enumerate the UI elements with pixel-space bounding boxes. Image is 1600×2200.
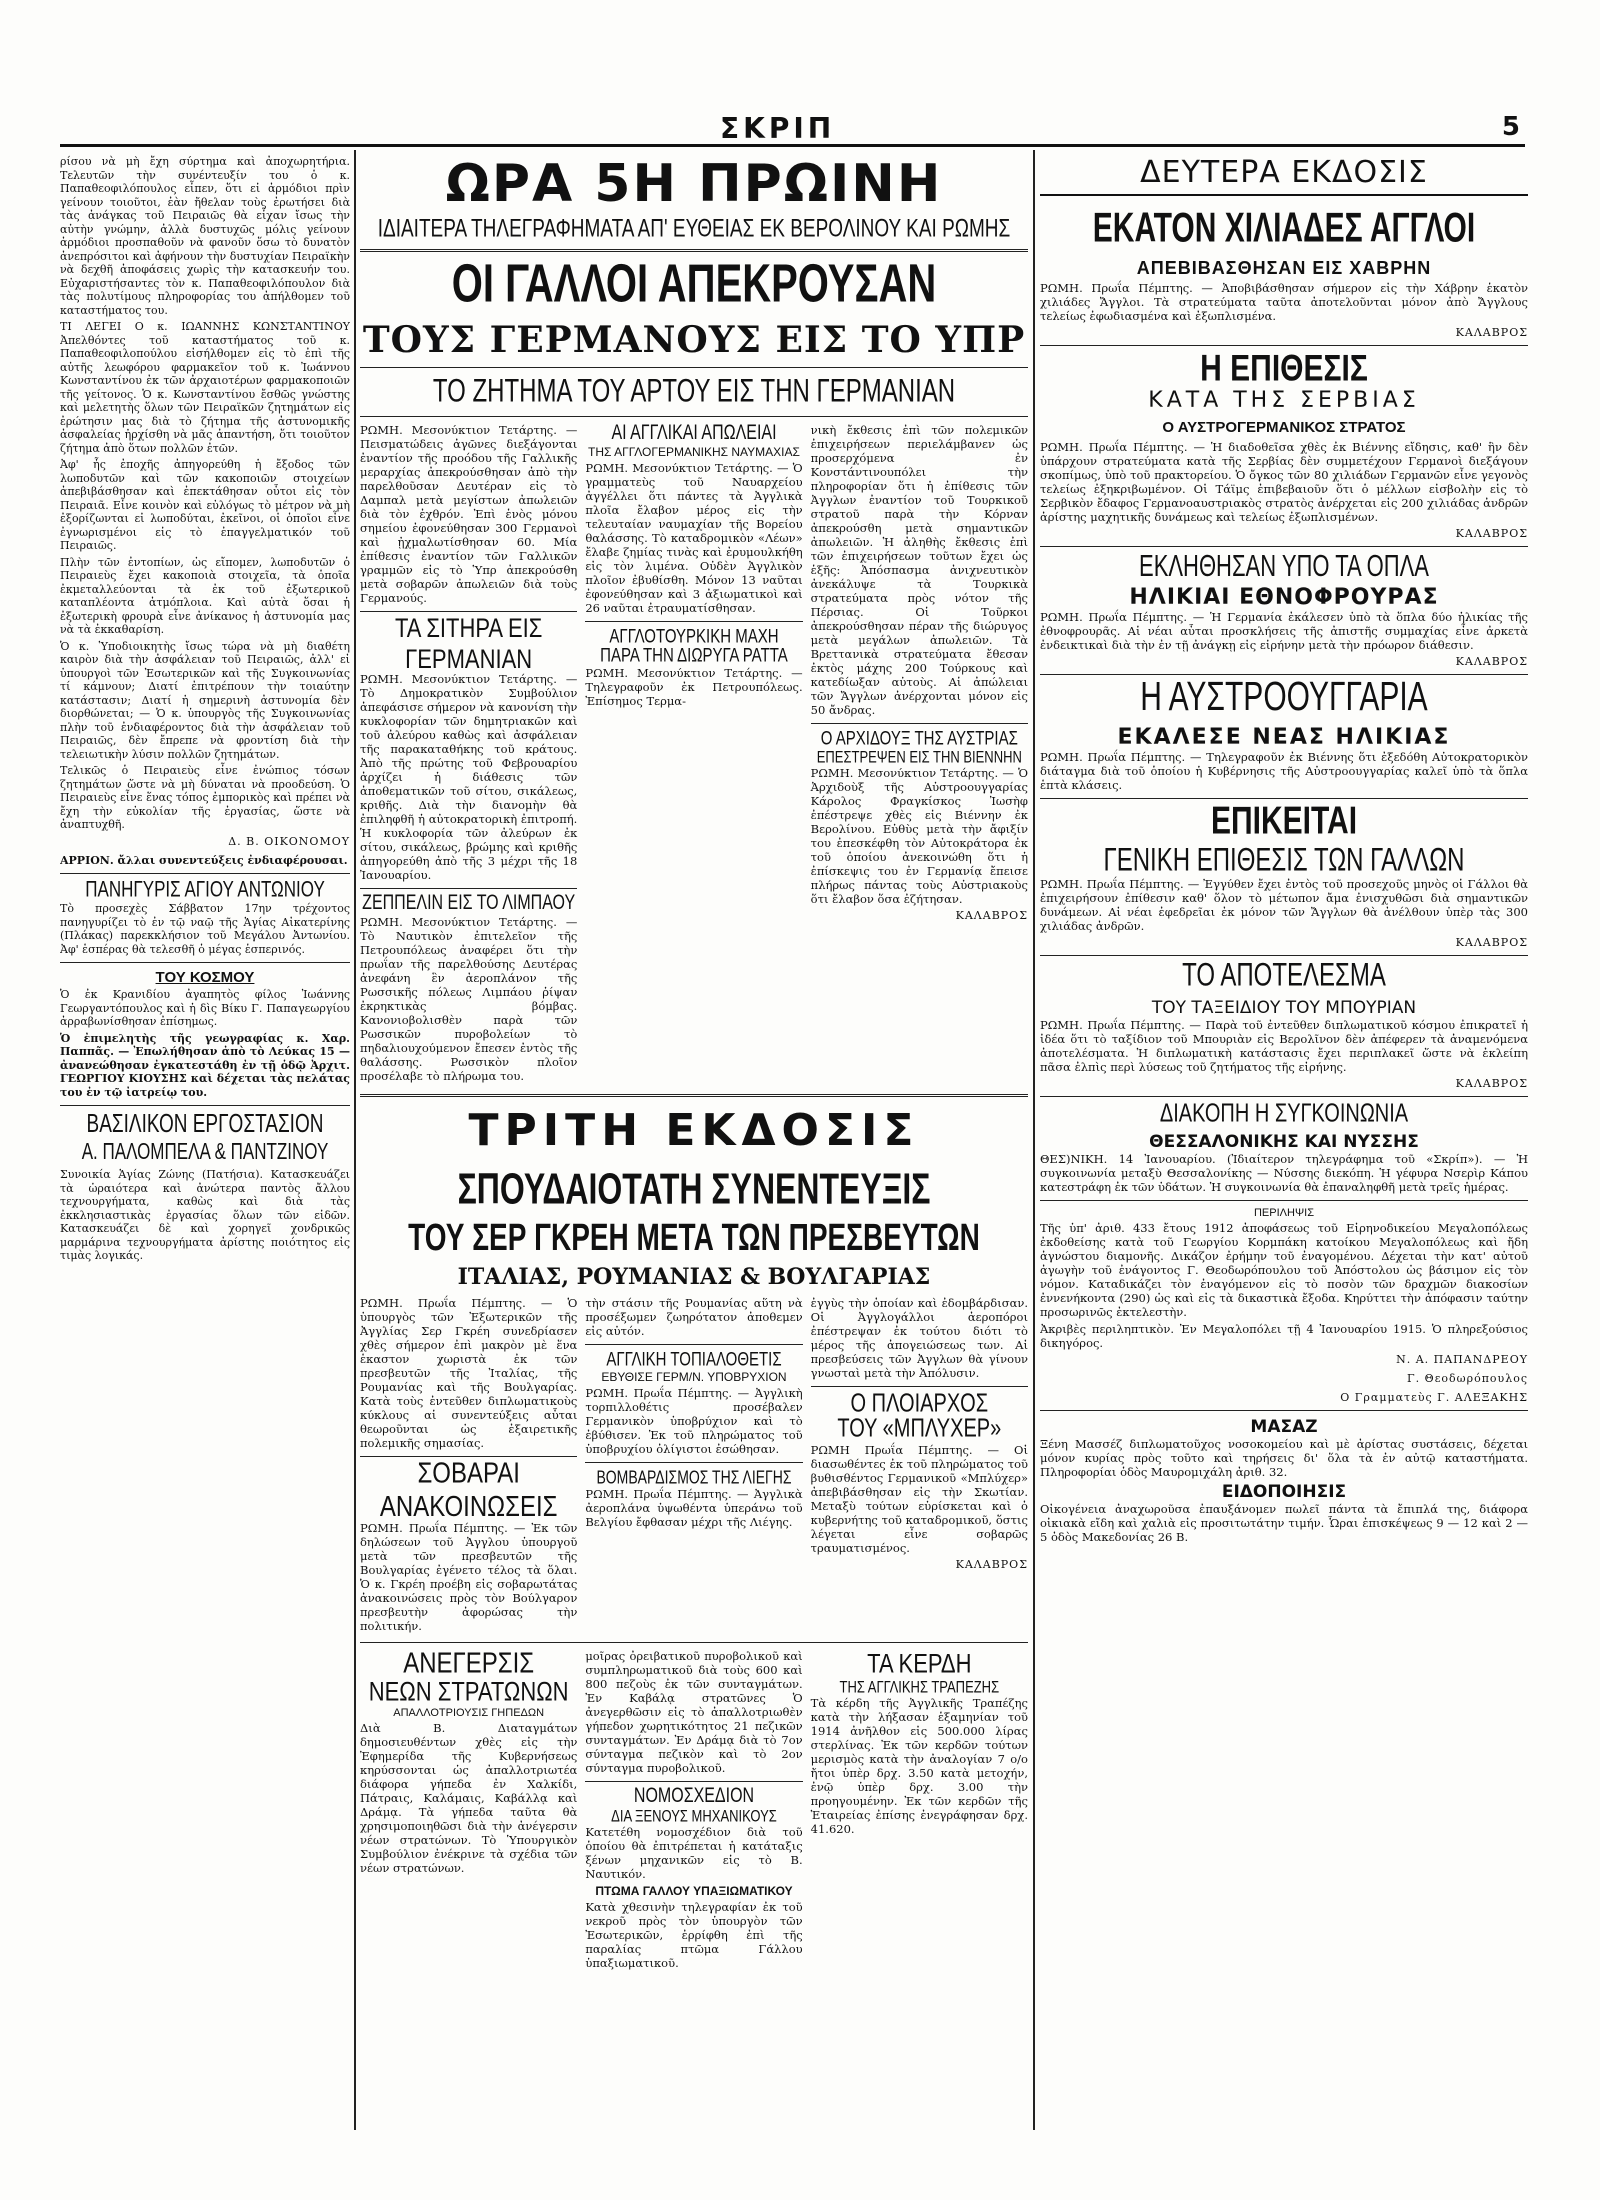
masthead-title: ΣΚΡΙΠ xyxy=(720,112,836,145)
article-text: Συνοικία Ἁγίας Ζώνης (Πατήσια). Κατασκευάζει τὰ ὡραιότερα καὶ ἀνώτερα παντὸς ἄλλου τεχνουργήματα, καθὼς καὶ διὰ τὰς ἐκκλησιαστικὰς ἐργασίας ὅλων τῶν εἰδῶν. Κατασκευάζει δὲ καὶ χορηγεῖ χονδρικῶς μαρμάρινα τεχνουργήματα ἀρίστης ποιότητος εἰς τιμὰς λογικάς. xyxy=(60,1168,350,1262)
article-text: ΡΩΜΗ. Πρωΐα Πέμπτης. — Ἡ διαδοθεῖσα χθὲς ἐκ Βιέννης εἴδησις, καθ' ἣν δὲν ὑπάρχουν στρατεύματα κατὰ τῆς Σερβίας δὲν συμμετέχουν Γερμανοὶ διεξάγουν σκοπίμως, ὑπὸ τοῦ πρακτορείου. Ὁ ὄγκος τῶν 80 χιλιάδων Γερμανῶν εἶνε γεγονὸς τελείως ἐξηκριβωμένον. Οἱ Τάϊμς ἐπιβεβαιοῦν ὅτι ὁ μέλλων εἰσβολὴν εἰς τὸ Σερβικὸν ἔδαφος Γερμανοαυστριακὸς στρατὸς ἀνέρχεται εἰς 200 χιλιάδας ἀνδρῶν ἀρίστης μαχητικῆς δυνάμεως καὶ τελείως ἐξωπλισμένων. xyxy=(1040,440,1528,524)
headline-vomv: ΒΟΜΒΑΡΔΙΣΜΟΣ ΤΗΣ ΛΙΕΓΗΣ xyxy=(596,1466,792,1488)
headline-kata-servias: ΚΑΤΑ ΤΗΣ ΣΕΡΒΙΑΣ xyxy=(1148,388,1420,413)
headline-spoud: ΣΠΟΥΔΑΙΟΤΑΤΗ ΣΥΝΕΝΤΕΥΞΙΣ xyxy=(457,1164,931,1214)
byline: Ο Γραμματεὺς Γ. ΑΛΕΞΑΚΗΣ xyxy=(1340,1391,1528,1404)
divider xyxy=(360,1094,1028,1097)
headline-apevivasthesan: ΑΠΕΒΙΒΑΣΘΗΣΑΝ ΕΙΣ ΧΑΒΡΗΝ xyxy=(1136,258,1432,278)
byline: Ν. Α. ΠΑΠΑΝΔΡΕΟΥ xyxy=(1396,1353,1528,1366)
article-text: ΡΩΜΗ. Πρωΐα Πέμπτης. — Τηλεγραφοῦν ἐκ Βιέννης ὅτι ἐξεδόθη Αὐτοκρατορικὸν διάταγμα διὰ τοῦ ὁποίου ἡ Κυβέρνησις τῆς Αὐστροουγγαρίας καλεῖ ὑπὸ τὰ ὅπλα ἑπτὰ κλάσεις. xyxy=(1040,750,1528,792)
article-text: ΡΩΜΗ. Μεσονύκτιον Τετάρτης. — Τηλεγραφοῦν ἐκ Πετρουπόλεως. Ἐπίσημος Τερμα- xyxy=(585,666,803,708)
divider xyxy=(60,962,350,963)
news-column xyxy=(360,423,577,1086)
banner-triti: ΤΡΙΤΗ ΕΚΔΟΣΙΣ xyxy=(468,1105,920,1156)
headline-ekaton: ΕΚΑΤΟΝ ΧΙΛΙΑΔΕΣ ΑΓΓΛΟΙ xyxy=(1092,205,1476,252)
article-text: Ξένη Μασσέζ διπλωματοῦχος νοσοκομείου καὶ μὲ ἀρίστας συστάσεις, δέχεται μόνον κυρίας πρὸς τοῦτο καὶ τηρήσεις δι' ὅλα τὰ ἐν αὐτῷ καταστήματα. Πληροφορίαι ὁδὸς Μαυρομιχάλη ἀριθ. 32. xyxy=(1040,1437,1528,1479)
article-text: ΡΩΜΗ. Πρωΐα Πέμπτης. — Ἀγγλικὰ ἀεροπλάνα ὑψωθέντα ὑπεράνω τοῦ Βελγίου ἔφθασαν μέχρι τῆς Λιέγης. xyxy=(585,1487,803,1529)
headline-nomosx: ΝΟΜΟΣΧΕΔΙΟΝ xyxy=(633,1785,755,1808)
byline: Δ. Β. ΟΙΚΟΝΟΜΟΥ xyxy=(228,834,350,848)
divider xyxy=(585,621,802,622)
news-column xyxy=(360,1296,577,1636)
headline-epithesis: Η ΕΠΙΘΕΣΙΣ xyxy=(1200,347,1368,389)
article-text: νικὴ ἔκθεσις ἐπὶ τῶν πολεμικῶν ἐπιχειρήσεων περιελάμβανεν ὡς προσερχόμενα ἐν Κονστάντινουπόλει τὴν πληροφορίαν ὅτι ἡ ἐπίθεσις τῶν Ἀγγλων ἐναντίον τοῦ Τουρκικοῦ στρατοῦ παρὰ τὴν Κόρναν ἀπεκρούσθη μετὰ σημαντικῶν ἀπωλειῶν. Ἡ ἀληθὴς ἔκθεσις ἐπὶ τῶν ἐπιχειρήσεων τοῦτων ἔχει ὡς ἑξῆς: Ἀπόσπασμα ἀνιχνευτικὸν ἀνεκάλυψε τὰ Τουρκικὰ στρατεύματα πρὸς νότον τῆς Πέρσιας. Οἱ Τοῦρκοι ἀπεκρούσθησαν πέραν τῆς διώρυγος μετὰ μεγάλων ἀπωλειῶν. Τὰ Βρεττανικὰ στρατεύματα ἔθεσαν ἐκτὸς μάχης 200 Τούρκους καὶ κατεδίωξαν αὐτοὺς. Αἱ ἀπώλειαι τῶν Ἄγγλων ἀνέρχονται μόνον εἰς 50 ἄνδρας. xyxy=(810,423,1028,717)
article-text: ΤΙ ΛΕΓΕΙ Ο κ. ΙΩΑΝΝΗΣ ΚΩΝΣΤΑΝΤΙΝΟΥ Ἀπελθόντες τοῦ καταστήματος τοῦ κ. Παπαθεοφιλοπούλου εἰσήλθομεν εἰς τὸ ἐπὶ τῆς αὐτῆς λεωφόρου φαρμακεῖον τοῦ κ. Ἰωάννου Κωνσταντίνου ἐκ τῶν ἀρχαιοτέρων φαρμακοποιῶν τῆς γείτονος. Ὁ κ. Κωνσταντίνου ἔσθῶς γνώστης καὶ μελετητὴς ὅλων τῶν Πειραϊκῶν ζητημάτων εἰς ἐρώτησιν μας διὰ τὸ ζήτημα τῆς ἀστυνομικῆς ἀσφαλείας ἠρχίσθη νὰ μᾶς ἀπαντήση, ὅτι τοιοῦτον ζήτημα ἀπὸ ὅτων πολλῶν ἐτῶν. xyxy=(60,320,350,455)
headline-neon: ΝΕΩΝ ΣΤΡΑΤΩΝΩΝ xyxy=(368,1676,569,1707)
headline-arxidoux: Ο ΑΡΧΙΔΟΥΞ ΤΗΣ ΑΥΣΤΡΙΑΣ xyxy=(820,727,1018,750)
divider xyxy=(585,1781,802,1782)
headline-epikeitai: ΕΠΙΚΕΙΤΑΙ xyxy=(1210,799,1358,843)
news-column xyxy=(585,1296,802,1636)
notice: ΑΡΡΙΟΝ. ἄλλαι συνεντεύξεις ἐνδιαφέρουσαι. xyxy=(60,853,348,867)
article-text: ΡΩΜΗ. Πρωΐα Πέμπτης. — Ἀποβιβάσθησαν σήμερον εἰς τὴν Χάβρην ἑκατὸν χιλιάδες Ἄγγλοι. Τὰ στρατεύματα ταῦτα ἀποτελοῦνται μόνον ἀπὸ Ἄγγλους τελείως ἐφωδιασμένα καὶ ἐξωπλισμένα. xyxy=(1040,281,1528,323)
divider xyxy=(360,367,1028,368)
divider xyxy=(360,1642,1028,1643)
divider xyxy=(1040,345,1528,346)
divider xyxy=(585,1462,802,1463)
headline-apal: ΑΠΑΛΛΟΤΡΙΟΥΣΙΣ ΓΗΠΕΔΩΝ xyxy=(393,1707,545,1719)
headline-apoleiai-sub: ΤΗΣ ΑΓΓΛΟΓΕΡΜΑΝΙΚΗΣ ΝΑΥΜΑΧΙΑΣ xyxy=(588,445,800,459)
headline-zeppelin: ΖΕΠΠΕΛΙΝ ΕΙΣ ΤΟ ΛΙΜΠΑΟΥ xyxy=(362,892,576,915)
headline-anglotourk: ΑΓΓΛΟΤΟΥΡΚΙΚΗ ΜΑΧΗ xyxy=(609,625,779,648)
byline: ΚΑΛΑΒΡΟΣ xyxy=(955,909,1028,922)
article-text: ΡΩΜΗ. Μεσονύκτιον Τετάρτης. — Τὸ Δημοκρατικὸν Συμβούλιον ἀπεφάσισε σήμερον νὰ κανονίση τὴν κυκλοφορίαν τῶν δημητριακῶν καὶ τοῦ ἀλεύρου καθὼς καὶ ἀσφάλειαν τῆς παρακαταθήκης τοῦ κράτους. Ἀπὸ τῆς πρώτης τοῦ Φεβρουαρίου ἀρχίζει ἡ διάθεσις τῶν ἀποθεματικῶν τοῦ σίτου, σικάλεως, κριθῆς. Διὰ τὴν διανομὴν θὰ ἐπιληφθῆ ἡ αὐτοκρατορικὴ ἐπιτροπή. Ἡ κυκλοφορία τῶν ἀλεύρων ἐκ σίτου, σικάλεως, βρώμης καὶ κριθῆς ἀπηγορεύθη ἀπὸ τῆς 3 μέχρι τῆς 18 Ἰανουαρίου. xyxy=(360,672,578,882)
article-text: τὴν στάσιν τῆς Ρουμανίας αὕτη νὰ προσέξωμεν ζωηρότατον ἀποθεμεν εἰς αὐτόν. xyxy=(585,1296,803,1338)
byline: Γ. Θεοδωρόπουλος xyxy=(1407,1372,1528,1385)
article-text: Διὰ Β. Διαταγμάτων δημοσιευθέντων χθὲς εἰς τὴν Ἐφημερίδα τῆς Κυβερνήσεως κηρύσσονται ὡς ἀπαλλοτριωτέα διάφορα γήπεδα ἐν Χαλκίδι, Πάτραις, Καλάμαις, Καβάλλᾳ καὶ Δράμᾳ. Τὰ γήπεδα ταῦτα θὰ χρησιμοποιηθῶσι διὰ τὴν ἀνέγερσιν νέων στρατώνων. Τὸ Ὑπουργικὸν Συμβούλιον ἐνέκρινε τὰ σχέδια τῶν νέων στρατώνων. xyxy=(360,1721,578,1875)
divider xyxy=(1040,955,1528,956)
article-text: Ὁ κ. Ὑποδιοικητὴς ἴσως τώρα νὰ μὴ διαθέτη καιρὸν διὰ τὴν ἀσφάλειαν τοῦ Πειραιῶς, ἀλλ' εἰ ὑπουργοὶ τῶν Ἐσωτερικῶν καὶ τῆς Συγκοινωνίας τί κάμνουν; Διατί ἐπιτρέπουν τὴν τοιαύτην κατάστασιν; Διατί ἡ σημερινὴ ἀστυνομία δὲν διορθώνεται; — Ὁ κ. ὑπουργὸς τῆς Συγκοινωνίας πλὴν τοῦ ἐνδιαφέροντος διὰ τὴν ἀσφάλειαν τοῦ Πειραιῶς, δὲν ἔπρεπε νὰ φροντίση διὰ τὴν τελειωτικὴν λύσιν πολλῶν ζητημάτων. xyxy=(60,639,350,761)
divider xyxy=(60,1105,350,1106)
headline-kerdi-sub: ΤΗΣ ΑΓΓΛΙΚΗΣ ΤΡΑΠΕΖΗΣ xyxy=(839,1676,1000,1697)
news-column xyxy=(360,1649,577,1973)
headline-ilikiai: ΗΛΙΚΙΑΙ ΕΘΝΟΦΡΟΥΡΑΣ xyxy=(1129,585,1439,610)
article-text: ΡΩΜΗ. Μεσονύκτιον Τετάρτης. — Ὁ γραμματεὺς τοῦ Ναυαρχείου ἀγγέλλει ὅτι πάντες τὰ Ἀγγλικὰ πλοῖα ἔλαβον μέρος εἰς τὴν τελευταίαν ναυμαχίαν τῆς Βορείου θαλάσσης. Τὸ καταδρομικὸν «Λέων» ἔλαβε ζημίας τινὰς καὶ ἐρυμουλκήθη εἰς τὸν λιμένα. Οὐδὲν Ἀγγλικὸν πλοῖον ἐβυθίσθη. Μόνον 13 ναῦται ἐφονεύθησαν καὶ 3 ἀξιωματικοὶ καὶ 26 ναῦται ἐτραυματίσθησαν. xyxy=(585,461,803,615)
headline-kosmos: ΤΟΥ ΚΟΣΜΟΥ xyxy=(155,969,255,986)
headline-diakopi: ΔΙΑΚΟΠΗ Η ΣΥΓΚΟΙΝΩΝΙΑ xyxy=(1159,1099,1409,1129)
article-text: ΡΩΜΗ. Μεσονύκτιον Τετάρτης. — Πεισματώδεις ἀγῶνες διεξάγονται ἐναντίον τῆς προόδου τῆς Γαλλικῆς μεραρχίας ἀπεκρούσθησαν ἀπὸ τὴν παρελθοῦσαν Δευτέραν εἰς τὸ Δαμπαλ μετὰ μεγίστων ἀπωλειῶν διὰ τὸν ἐχθρόν. Ἐπὶ ἑνὸς μόνου σημείου ἐφονεύθησαν 300 Γερμανοὶ καὶ ᾐχμαλωτίσθησαν 60. Μία ἐπίθεσις ἐναντίον τῶν Γαλλικῶν γραμμῶν εἰς τὸ Ὑπρ ἀπεκρούσθη μετὰ σοβαρῶν ἀπωλειῶν διὰ τοὺς Γερμανούς. xyxy=(360,423,578,605)
article-text: ΡΩΜΗ. Μεσονύκτιον Τετάρτης. — Ὁ Ἀρχιδοὺξ τῆς Αὐστροουγγαρίας Κάρολος Φραγκίσκος Ἰωσὴφ ἐπέστρεψε χθὲς εἰς Βιέννην ἐκ Βερολίνου. Εὐθὺς μετὰ τὴν ἄφιξίν του ἐπεσκέφθη τὸν Αὐτοκράτορα ἐκ τοῦ ὁποίου ἀνεκοινώθη ὅτι ἡ ἐπίσκεψις του ἐν Γερμανίᾳ ἔπεισε πλήρως πάντας τοὺς Αὐστριακοὺς ὅτι ἔλαβον ὅσα ἐζήτησαν. xyxy=(810,766,1028,906)
divider xyxy=(360,249,1028,252)
divider xyxy=(360,416,1028,417)
column-divider xyxy=(354,150,356,2130)
headline-galloi-sub: ΤΟΥΣ ΓΕΡΜΑΝΟΥΣ ΕΙΣ ΤΟ ΥΠΡ xyxy=(362,319,1026,361)
byline: ΚΑΛΑΒΡΟΣ xyxy=(1455,1077,1528,1090)
article-text: ΘΕΣ)ΝΙΚΗ. 14 Ἰανουαρίου. (Ἰδιαίτερον τηλεγράφημα τοῦ «Σκρίπ»). — Ἡ συγκοινωνία μεταξὺ Θεσσαλονίκης — Νύσσης διεκόπη. Ἡ γέφυρα Νσερὶρ Κάπου κατεστράφη ἐκ τῶν ὑδάτων. Ἡ συγκοινωνία θὰ ἐπαναληφθῆ μετὰ τρεῖς ἡμέρας. xyxy=(1040,1152,1528,1194)
column-divider xyxy=(1033,150,1035,2130)
article-text: ΡΩΜΗ. Πρωΐα Πέμπτης. — Ἡ Γερμανία ἐκάλεσεν ὑπὸ τὰ ὅπλα δύο ἡλικίας τῆς ἐθνοφρουρᾶς. Αἱ νέαι αὗται προσκλήσεις τῆς ἀπιστῆς συμμαχίας εἶνε ἀρκετὰ ἐνδεικτικαὶ διὰ τὴν ἐν τῇ ἀνάγκῃ εἰς εἰρήνην μετὰ τὴν πρόωρον διάθεσιν. xyxy=(1040,610,1528,652)
divider xyxy=(811,1386,1028,1387)
article-text: ΡΩΜΗ. Πρωΐα Πέμπτης. — Ὁ ὑπουργὸς τῶν Ἐξωτερικῶν τῆς Ἀγγλίας Σερ Γκρέη συνεδρίασεν χθὲς σήμερον ἐπὶ μακρὸν μὲ ἕνα ἑκαστον χωριστὰ ἐκ τῶν πρεσβευτῶν τῆς Ἰταλίας, τῆς Ρουμανίας καὶ τῆς Βουλγαρίας. Κατὰ τοὺς ἐντεῦθεν διπλωματικοὺς κύκλους αἱ συνεντεύξεις αὗται θεωροῦνται ὡς ἐξαιρετικῆς πολεμικῆς σημασίας. xyxy=(360,1296,578,1450)
news-column xyxy=(585,1649,802,1973)
divider xyxy=(811,723,1028,724)
headline-nomosx-sub: ΔΙΑ ΞΕΝΟΥΣ ΜΗΧΑΝΙΚΟΥΣ xyxy=(611,1805,777,1826)
banner-deutera: ΔΕΥΤΕΡΑ ΕΚΔΟΣΙΣ xyxy=(1040,155,1528,196)
article-text: Τὰ κέρδη τῆς Ἀγγλικῆς Τραπέζης κατὰ τὴν λήξασαν ἑξαμηνίαν τοῦ 1914 ἀνῆλθον εἰς 500.000 λίρας στερλίνας. Ἐκ τῶν κερδῶν τούτων μερισμὸς κατὰ τὴν ἀναλογίαν 7 ο/ο ἤτοι ὑπὲρ δρχ. 3.50 κατὰ μετοχήν, ἐνῷ ὑπὲρ δρχ. 3.00 τὴν προηγουμένην. Ἐκ τῶν κερδῶν τῆς Ἑταιρείας ἐπίσης ἐνεγράφησαν δρχ. 41.620. xyxy=(810,1696,1028,1836)
headline-masaz: ΜΑΣΑΖ xyxy=(1250,1417,1318,1437)
article-text: ΡΩΜΗ. Πρωΐα Πέμπτης. — Ἀγγλικὴ τορπιλλοθέτις προσέβαλεν Γερμανικὸν ὑποβρύχιον καὶ τὸ ἐβύθισεν. Ἐκ τοῦ πληρώματος τοῦ ὑποβρυχίου ὀλίγιστοι ἐσώθησαν. xyxy=(585,1386,803,1456)
headline-ploiarxos-sub: ΤΟΥ «ΜΠΛΥΧΕΡ» xyxy=(837,1414,1002,1444)
byline: ΚΑΛΑΒΡΟΣ xyxy=(1455,326,1528,339)
headline-thess: ΘΕΣΣΑΛΟΝΙΚΗΣ ΚΑΙ ΝΥΣΣΗΣ xyxy=(1149,1132,1419,1152)
byline: ΚΑΛΑΒΡΟΣ xyxy=(1455,655,1528,668)
byline: ΚΑΛΑΒΡΟΣ xyxy=(1455,936,1528,949)
headline-apotelesma: ΤΟ ΑΠΟΤΕΛΕΣΜΑ xyxy=(1182,957,1386,994)
news-column xyxy=(811,1649,1028,1973)
divider xyxy=(1040,1096,1528,1097)
headline-ser: ΤΟΥ ΣΕΡ ΓΚΡΕΗ ΜΕΤΑ ΤΩΝ ΠΡΕΣΒΕΥΤΩΝ xyxy=(408,1216,980,1259)
article-text: Κατετέθη νομοσχέδιον διὰ τοῦ ὁποίου θὰ ἐπιτρέπεται ἡ κατάταξις ξένων μηχανικῶν εἰς τὸ Β. Ναυτικόν. xyxy=(585,1825,803,1881)
divider xyxy=(1040,1200,1528,1201)
headline-ploiarxos: Ο ΠΛΟΙΑΡΧΟΣ xyxy=(850,1389,989,1419)
article-text: Τὸ προσεχὲς Σάββατον 17ην τρέχοντος πανηγυρίζει τὸ ἐν τῷ ναῷ τῆς Ἁγίας Αἰκατερίνης (Πλάκας) παρεκκλήσιον τοῦ Μεγάλου Ἀντωνίου. Ἀφ' ἑσπέρας θὰ τελεσθῆ ὁ μέγας ἑσπερινός. xyxy=(60,902,350,956)
headline-geniki: ΓΕΝΙΚΗ ΕΠΙΘΕΣΙΣ ΤΩΝ ΓΑΛΛΩΝ xyxy=(1103,842,1465,879)
article-text: Ὁ ἐπιμελητὴς τῆς γεωγραφίας κ. Χαρ. Παππᾶς. — Ἐπωλήθησαν ἀπὸ τὸ Λεύκας 15 — ἀνανεώθησαν ἐγκατεστάθη ἐν τῇ ὁδῷ Ἀρχιτ. ΓΕΩΡΓΙΟΥ ΚΙΟΥΣΗΣ καὶ δέχεται τὰς πελάτας του ἐν τῷ ἰατρείῳ του. xyxy=(60,1031,350,1099)
article-text: ΡΩΜΗ. Μεσονύκτιον Τετάρτης. — Τὸ Ναυτικὸν ἐπιτελεῖον τῆς Πετρουπόλεως ἀναφέρει ὅτι τὴν πρωΐαν τῆς παρελθούσης Δευτέρας ἀνεφάνη ἓν ἀεροπλάνον τῆς Ρωσσικῆς πόλεως Λιμπάου ῥίψαν ἐκρηκτικὰς βόμβας. Κανονιοβολισθὲν παρὰ τῶν Ρωσσικῶν πυροβολείων τὸ πηδαλιουχούμενον ἔπεσεν ἐντὸς τῆς θαλάσσης. Ρωσσικὸν πλοῖον προσέλαβε τὸ πλήρωμα του. xyxy=(360,915,578,1083)
headline-vasilikon: ΒΑΣΙΛΙΚΟΝ ΕΡΓΟΣΤΑΣΙΟΝ xyxy=(86,1110,324,1139)
news-grid-bottom xyxy=(360,1649,1028,1973)
banner-hora: ΩΡΑ 5Η ΠΡΩΙΝΗ xyxy=(445,155,943,214)
article-text: ΡΩΜΗ Πρωΐα Πέμπτης. — Οἱ διασωθέντες ἐκ τοῦ πληρώματος τοῦ βυθισθέντος Γερμανικοῦ «Μπλύχερ» ἀπεβιβάσθησαν εἰς τὴν Σκωτίαν. Μεταξὺ τούτων εὑρίσκεται καὶ ὁ κυβερνήτης τοῦ καταδρομικοῦ, ὅστις λέγεται εἶνε σοβαρῶς τραυματισμένος. xyxy=(810,1443,1028,1555)
headline-kerdi: ΤΑ ΚΕΡΔΗ xyxy=(867,1648,972,1679)
article-text: ρίσου νὰ μὴ ἔχη σύρτημα καὶ ἀποχωρητήρια. Τελευτῶν τὴν συνέντευξίν του ὁ κ. Παπαθεοφιλόπουλος εἶπεν, ὅτι εἰ ἀρμόδιοι πρὶν γείνουν τοιοῦτοι, ἐὰν ἤθελαν τοὺς ἐρωτήσει διὰ τὰς ἀνάγκας τοῦ Πειραιῶς θὰ εἶχαν ἴσως τὴν αὐτὴν γνώμην, ἀλλὰ δυστυχῶς μόλις γείνουν ἀρμόδιοι προσπαθοῦν νὰ φανοῦν ὅσω τὸ δυνατὸν ἀνεπρόσιτοι καὶ ἀφήνουν τὴν δυστυχίαν Πειραϊκὴν νὰ δεχθῆ ἀποφάσεις χωρὶς τὴν κατασκευήν του. Εὐχαριστήσαντες τὸν κ. Παπαθεοφιλόπουλον διὰ τὰς πολυτίμους πληροφορίας του ἀπήλθομεν τοῦ καταστήματος του. xyxy=(60,155,350,317)
headline-ekalese: ΕΚΑΛΕΣΕ ΝΕΑΣ ΗΛΙΚΙΑΣ xyxy=(1117,725,1451,750)
article-text: ΡΩΜΗ. Πρωΐα Πέμπτης. — Παρὰ τοῦ ἐντεῦθεν διπλωματικοῦ κόσμου ἐπικρατεῖ ἡ ἰδέα ὅτι τὸ ταξίδιον τοῦ Μπουριὰν εἰς Βερολῖνον δὲν ἀπέφερεν τὰ ἀναμενόμενα ἀποτελέσματα. Ἡ διπλωματικὴ κατάστασις ἔχει περιπλακεῖ ὥστε νὰ ἐκλείπη πᾶσα ἐλπὶς περὶ λύσεως τοῦ ζητήματος τῆς εἰρήνης. xyxy=(1040,1018,1528,1074)
news-column xyxy=(811,423,1028,1086)
article-text: Ὁ ἐκ Κρανιδίου ἀγαπητὸς φίλος Ἰωάννης Γεωργαντόπουλος καὶ ἡ δὶς Βίκυ Γ. Παπαγεωργίου ἀρραβωνίσθησαν ἐπίσημως. xyxy=(60,988,350,1028)
headline-sovarai: ΣΟΒΑΡΑΙ ΑΝΑΚΟΙΝΩΣΕΙΣ xyxy=(379,1457,558,1524)
headline-vasilikon-sub: Α. ΠΑΛΟΜΠΕΛΑ & ΠΑΝΤΖΙΝΟΥ xyxy=(81,1138,329,1165)
article-text: Ἀκριβὲς περιληπτικὸν. Ἐν Μεγαλοπόλει τῇ 4 Ἰανουαρίου 1915. Ὁ πληρεξούσιος δικηγόρος. xyxy=(1040,1322,1528,1350)
divider xyxy=(1040,798,1528,799)
article-text: Πλὴν τῶν ἐντοπίων, ὡς εἴπομεν, λωποδυτῶν ὁ Πειραιεὺς ἔχει κακοποιὰ στοιχεῖα, τὰ ὁποῖα ἐκμεταλλεύονται τὰ ἐκ τοῦ ἐξωτερικοῦ καταπλέοντα ἀτμόπλοια. Καὶ αὐτὰ ὅσαι ἡ ἐξωτερικὴ φρουρὰ εἶνε ἀνίκανος ἡ ἀστυνομία μας νὰ τὰ ἐκκαθαρίση. xyxy=(60,555,350,636)
divider xyxy=(360,888,577,889)
page-number: 5 xyxy=(1501,112,1520,142)
headline-ital: ΙΤΑΛΙΑΣ, ΡΟΥΜΑΝΙΑΣ & ΒΟΥΛΓΑΡΙΑΣ xyxy=(457,1264,931,1290)
subbanner-hora: ΙΔΙΑΙΤΕΡΑ ΤΗΛΕΓΡΑΦΗΜΑΤΑ ΑΠ' ΕΥΘΕΙΑΣ ΕΚ ΒΕΡΟΛΙΝΟΥ ΚΑΙ ΡΩΜΗΣ xyxy=(377,215,1011,243)
news-grid-lower xyxy=(360,1296,1028,1636)
divider xyxy=(60,873,350,874)
right-column xyxy=(1040,155,1528,2130)
center-column xyxy=(360,155,1028,2130)
headline-eklithisan: ΕΚΛΗΘΗΣΑΝ ΥΠΟ ΤΑ ΟΠΛΑ xyxy=(1139,547,1429,583)
headline-artos: ΤΟ ΖΗΤΗΜΑ ΤΟΥ ΑΡΤΟΥ ΕΙΣ ΤΗΝ ΓΕΡΜΑΝΙΑΝ xyxy=(432,373,956,410)
headline-ptoma: ΠΤΩΜΑ ΓΑΛΛΟΥ ΥΠΑΞΙΩΜΑΤΙΚΟΥ xyxy=(595,1884,793,1898)
article-text: ΡΩΜΗ. Πρωΐα Πέμπτης. — Ἐκ τῶν δηλώσεων τοῦ Ἀγγλου ὑπουργοῦ μετὰ τῶν πρεσβευτῶν τῆς Βουλγαρίας ἐγένετο τέλος τὰ ὅλαι. Ὁ κ. Γκρέη προέβη εἰς σοβαρωτάτας ἀνακοινώσεις πρὸς τὸν Βούλγαρον πρεσβευτὴν ἀφορώσας τὴν πολιτικήν. xyxy=(360,1521,578,1633)
headline-galloi: ΟΙ ΓΑΛΛΟΙ ΑΠΕΚΡΟΥΣΑΝ xyxy=(451,254,937,314)
news-column xyxy=(585,423,802,1086)
article-text: Τελικῶς ὁ Πειραιεὺς εἶνε ἐνώπιος τόσων ζητημάτων ὥστε νὰ μὴ δύναται νὰ προοδεύση. Ὁ Πειραιεὺς εἶνε ἕνας τόπος ἐμπορικὸς καὶ πρέπει νὰ ἔχη τὴν εὐκολίαν τῆς ἐργασίας, ὥστε νὰ ἀναπτυχθῆ. xyxy=(60,764,350,831)
article-text: Τῆς ὑπ' ἀριθ. 433 ἔτους 1912 ἀποφάσεως τοῦ Εἰρηνοδικείου Μεγαλοπόλεως ἐκδοθείσης κατὰ τοῦ Γεωργίου Κορμπάκη κατοίκου Μεγαλοπόλεως καὶ ἤδη ἀγνώστου διαμονῆς. Δικάζον ἐρήμην τοῦ ἐναγομένου. Δέχεται τὴν κατ' αὐτοῦ ἀγωγὴν τοῦ ἐνάγοντος Γ. Θεοδωρόπουλου τοῦ Ἀπόστολου ὡς βάσιμον εἰς τὸν νόμον. Καταδικάζει τὸν ἐναγόμενον εἰς τὸ ποσὸν τῶν δραχμῶν διακοσίων ἐννενήκοντα (290) ὡς καὶ εἰς τὰ δικαστικὰ ἔξοδα. Κηρύττει τὴν ἀπόφασιν ταύτην προσωρινῶς ἐκτελεστὴν. xyxy=(1040,1221,1528,1319)
headline-taxidiou: ΤΟΥ ΤΑΞΕΙΔΙΟΥ ΤΟΥ ΜΠΟΥΡΙΑΝ xyxy=(1151,998,1417,1018)
article-text: Κατὰ χθεσινὴν τηλεγραφίαν ἐκ τοῦ νεκροῦ πρὸς τὸν ὑπουργὸν τῶν Ἐσωτερικῶν, ἐρρίφθη ἐπὶ τῆς παραλίας πτῶμα Γάλλου ὑπαξιωματικοῦ. xyxy=(585,1900,803,1970)
divider xyxy=(1040,1410,1528,1411)
news-grid-upper xyxy=(360,423,1028,1086)
article-text: ἐγγὺς τὴν ὁποίαν καὶ ἐδομβάρδισαν. Οἱ Ἀγγλογάλλοι ἀεροπόροι ἐπέστρεψαν ἐκ τούτου διότι τὸ μέρος τῆς ἀπογειώσεως των. Αἱ πρεσβεύσεις τῶν Ἀγγλων θὰ γίνουν γνωσταὶ μετὰ τὴν Ἀπόλυσιν. xyxy=(810,1296,1028,1380)
headline-toppol: ΑΓΓΛΙΚΗ ΤΟΠΙΑΛΟΘΕΤΙΣ xyxy=(606,1348,782,1371)
byline: ΚΑΛΑΒΡΟΣ xyxy=(1455,527,1528,540)
headline-anglotourk-sub: ΠΑΡΑ ΤΗΝ ΔΙΩΡΥΓΑ ΡΑΤΤΑ xyxy=(600,644,788,667)
article-text: Οἰκογένεια ἀναχωροῦσα ἐπαυξάνομεν πωλεῖ πάντα τὰ ἔπιπλά της, διάφορα οἰκιακὰ εἴδη καὶ χαλιὰ εἰς προσιτωτάτην τιμήν. Ὧραι ἐπισκέψεως 9 — 12 καὶ 2 — 5 ὁδὸς Μακεδονίας 26 Β. xyxy=(1040,1502,1528,1544)
news-column xyxy=(811,1296,1028,1636)
headline-austrogerm: Ο ΑΥΣΤΡΟΓΕΡΜΑΝΙΚΟΣ ΣΤΡΑΤΟΣ xyxy=(1162,419,1406,436)
article-text: ΡΩΜΗ. Πρωΐα Πέμπτης. — Ἐγγύθεν ἔχει ἐντὸς τοῦ προσεχοῦς μηνὸς οἱ Γάλλοι θὰ ἐπιχειρήσουν ἐπίθεσιν καθ' ὅλον τὸ μέτωπον ἄμα ἐνισχυθῶσι διὰ σημαντικῶν δυνάμεων. Αἱ νέαι ἐφεδρεῖαι ἐκ μόνον τῶν Ἄγγλων θὰ ἀνέλθουν ὑπὲρ τὰς 300 χιλιάδας ἀνδρῶν. xyxy=(1040,877,1528,933)
headline-anegersis: ΑΝΕΓΕΡΣΙΣ xyxy=(403,1647,535,1680)
headline-panigyris: ΠΑΝΗΓΥΡΙΣ ΑΓΙΟΥ ΑΝΤΩΝΙΟΥ xyxy=(85,877,325,902)
article-text: Ἀφ' ἧς ἐποχῆς ἀπηγορεύθη ἡ ἔξοδος τῶν λωποδυτῶν καὶ τῶν κακοποιῶν στοιχείων ἀπεβιβάσθησαν καὶ ἐπεκτάθησαν οὗτοι εἰς τὸν Πειραιᾶ. Εἶνε κοινὸν καὶ εὐλόγως τὸ μέτρον νὰ μὴ ἐξορίζωνται εἰ λωποδύται, ἐκεῖνοι, οἱ ὁποῖοι εἶνε ἐγνωρισμένοι εἰς τὸ ἐπαγγελματικόν τοῦ Πειραιῶς. xyxy=(60,458,350,552)
left-column xyxy=(60,155,350,2130)
headline-perilipsis: ΠΕΡΙΛΗΨΙΣ xyxy=(1253,1207,1314,1219)
divider xyxy=(585,1344,802,1345)
headline-austroug: Η ΑΥΣΤΡΟΟΥΓΓΑΡΙΑ xyxy=(1140,675,1428,720)
headline-arxidoux-sub: ΕΠΕΣΤΡΕΨΕΝ ΕΙΣ ΤΗΝ ΒΙΕΝΝΗΝ xyxy=(816,746,1022,767)
headline-eidopoiisis: ΕΙΔΟΠΟΙΗΣΙΣ xyxy=(1221,1482,1347,1502)
byline: ΚΑΛΑΒΡΟΣ xyxy=(955,1558,1028,1571)
headline-toppol-sub: ΕΒΥΘΙΣΕ ΓΕΡΜ/Ν. ΥΠΟΒΡΥΧΙΟΝ xyxy=(601,1370,787,1384)
headline-sitira: ΤΑ ΣΙΤΗΡΑ ΕΙΣ ΓΕΡΜΑΝΙΑΝ xyxy=(394,612,543,674)
article-text: μοῖρας ὀρειβατικοῦ πυροβολικοῦ καὶ συμπληρωματικοῦ διὰ τοὺς 600 καὶ 800 πεζοὺς ἐκ τῶν συνταγμάτων. Ἐν Καβάλᾳ στρατῶνες Ὁ ἀνεγερθῶσιν εἰς τὸ ἀπαλλοτριωθὲν γήπεδον χωρητικότητος 21 πεζικῶν συνταγμάτων. Ἐν Δράμᾳ διὰ τὸ 7ον σύνταγμα πεζικὸν καὶ τὸ 2ον σύνταγμα πυροβολικοῦ. xyxy=(585,1649,803,1775)
headline-apoleiai: ΑΙ ΑΓΓΛΙΚΑΙ ΑΠΩΛΕΙΑΙ xyxy=(611,422,777,445)
